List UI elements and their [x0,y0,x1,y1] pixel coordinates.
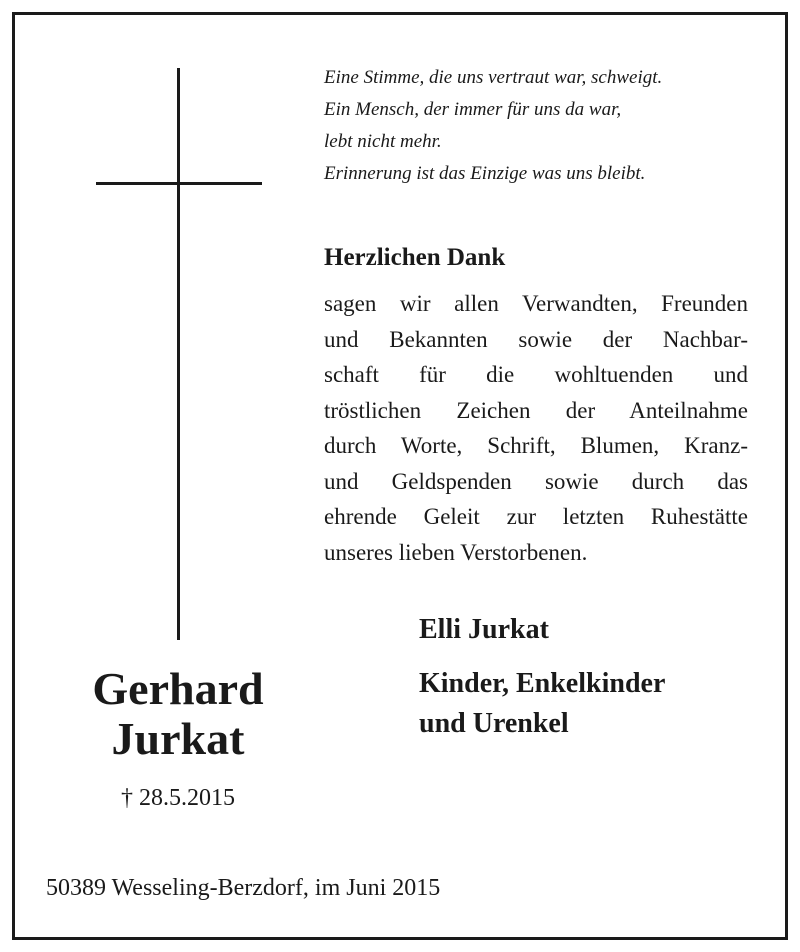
deceased-first-name: Gerhard [92,663,264,714]
thanks-line: durch Worte, Schrift, Blumen, Kranz- [324,433,748,458]
deceased-name [40,664,316,764]
thanks-line: und Geldspenden sowie durch das [324,468,748,494]
thanks-line: unseres lieben Verstorbenen. [324,539,588,565]
place-and-date: 50389 Wesseling-Berzdorf, im Juni 2015 [46,875,441,901]
memorial-poem [324,62,764,190]
death-date: † 28.5.2015 [121,785,235,811]
deceased-last-name: Jurkat [111,713,245,764]
poem-line: lebt nicht mehr. [324,131,442,152]
family-signature [419,610,665,744]
thanks-text [324,286,748,570]
thanks-line: sagen wir allen Verwandten, Freunden [324,291,748,316]
cross-icon-vertical-bar [177,68,180,640]
thanks-heading: Herzlichen Dank [324,244,506,271]
poem-line: Ein Mensch, der immer für uns da war, [324,99,622,120]
cross-icon-horizontal-bar [96,182,262,185]
poem-line: Eine Stimme, die uns vertraut war, schweigt. [324,67,663,88]
thanks-line: ehrende Geleit zur letzten Ruhestätte [324,504,748,529]
poem-line: Erinnerung ist das Einzige was uns bleibt. [324,163,646,184]
relatives-line: Kinder, Enkelkinder [419,668,666,699]
thanks-line: und Bekannten sowie der Nachbar- [324,326,748,352]
spouse-name: Elli Jurkat [419,614,549,645]
relatives-line: und Urenkel [419,708,569,739]
thanks-line: schaft für die wohltuenden und [324,362,748,387]
thanks-line: tröstlichen Zeichen der Anteilnahme [324,397,748,423]
